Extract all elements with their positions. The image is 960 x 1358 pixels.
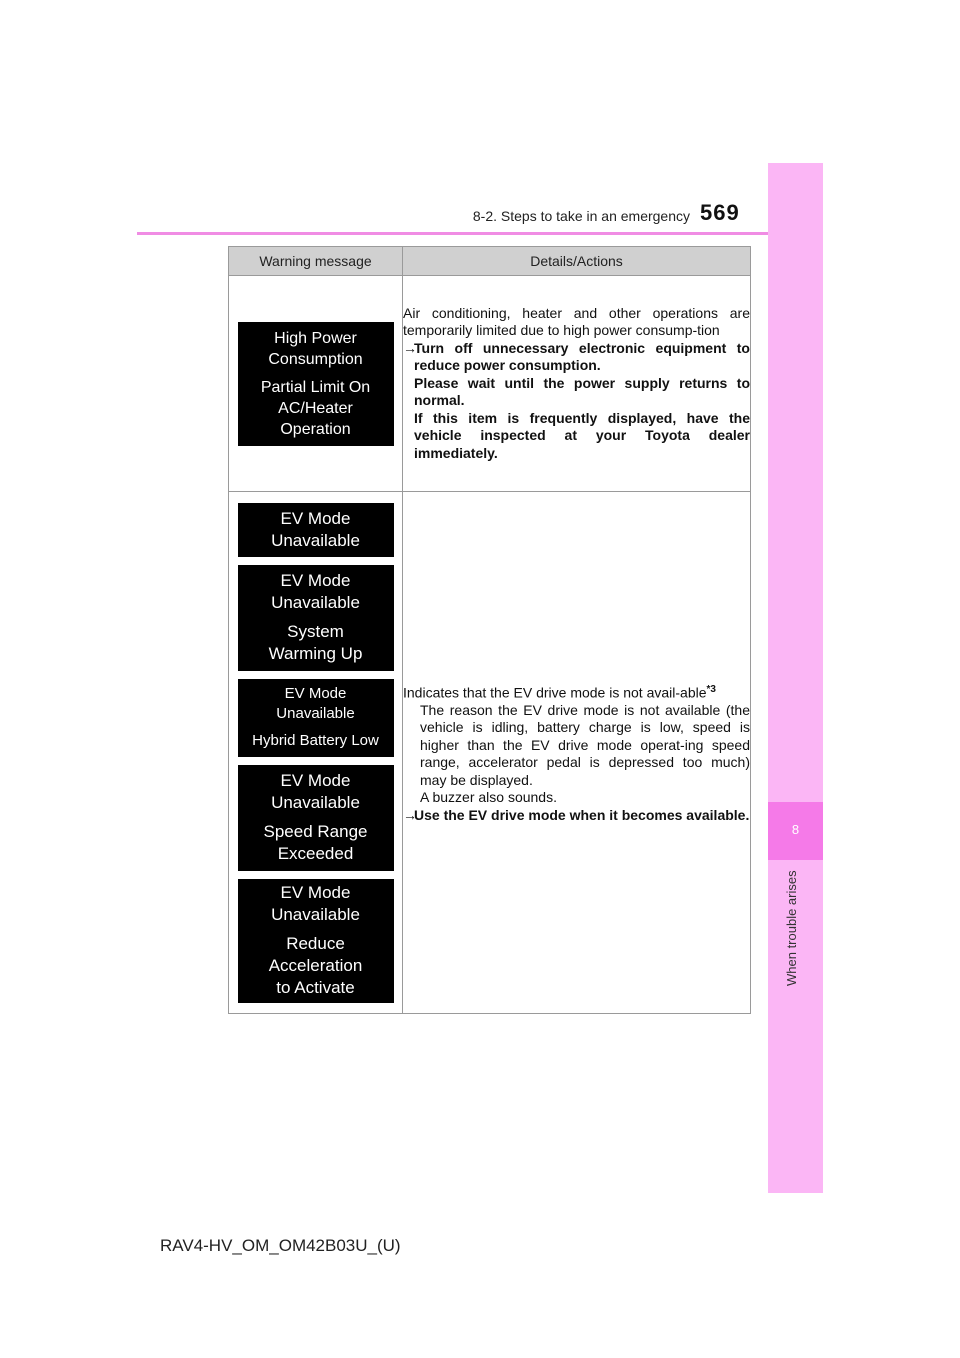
document-code: RAV4-HV_OM_OM42B03U_(U) — [160, 1236, 401, 1255]
column-header-warning-message: Warning message — [229, 247, 403, 276]
display-line: System — [287, 622, 344, 641]
high-power-consumption-display — [238, 322, 394, 446]
ev-mode-speed-range-exceeded-display — [238, 765, 394, 871]
arrow-icon: → — [403, 339, 417, 356]
action-text: Use the EV drive mode when it becomes available. — [414, 806, 750, 823]
action-text: Turn off unnecessary electronic equipment to reduce power consumption. — [414, 339, 750, 374]
display-line: EV Mode — [284, 685, 347, 702]
page-number: 569 — [700, 200, 740, 225]
details-actions-cell — [403, 276, 751, 492]
display-line: Warming Up — [268, 644, 363, 663]
display-line: Unavailable — [271, 793, 360, 812]
table-header-row — [229, 247, 751, 276]
ev-mode-hybrid-battery-low-display — [238, 679, 394, 757]
ev-mode-reduce-acceleration-display — [238, 879, 394, 1003]
chapter-label: When trouble arises — [784, 870, 799, 986]
chapter-number: 8 — [791, 822, 800, 837]
display-line: Reduce — [286, 934, 345, 953]
display-line: Acceleration — [268, 956, 363, 975]
table-row — [229, 492, 751, 1014]
display-line: Consumption — [268, 350, 363, 368]
display-line: Exceeded — [277, 844, 354, 863]
details-intro: Indicates that the EV drive mode is not avail-able — [403, 684, 707, 701]
display-line: Unavailable — [271, 905, 360, 924]
display-line: High Power — [274, 329, 357, 347]
display-line: Speed Range — [263, 822, 368, 841]
header-rule — [137, 232, 822, 235]
display-line: EV Mode — [280, 883, 351, 902]
action-text: Please wait until the power supply returns to normal. — [414, 374, 750, 409]
display-line: Partial Limit On — [260, 378, 371, 396]
buzzer-text: A buzzer also sounds. — [420, 789, 557, 806]
display-line: Hybrid Battery Low — [252, 732, 379, 749]
display-line: Operation — [280, 420, 351, 438]
warning-message-cell — [229, 276, 403, 492]
display-line: Unavailable — [271, 593, 360, 612]
display-line: Unavailable — [276, 705, 355, 722]
warning-message-cell — [229, 492, 403, 1014]
details-intro: Air conditioning, heater and other operations are temporarily limited due to high power consump-tion — [403, 304, 750, 339]
table-row — [229, 276, 751, 492]
ev-mode-system-warming-up-display — [238, 565, 394, 671]
column-header-details-actions: Details/Actions — [403, 247, 751, 276]
display-line: Unavailable — [271, 530, 360, 550]
warning-message-table — [228, 246, 751, 1014]
display-line: AC/Heater — [278, 399, 353, 417]
display-line: EV Mode — [280, 571, 351, 590]
arrow-icon: → — [403, 806, 417, 823]
action-text: If this item is frequently displayed, have the vehicle inspected at your Toyota dealer immediately. — [414, 409, 750, 461]
display-line: to Activate — [276, 978, 355, 997]
section-title: 8-2. Steps to take in an emergency — [472, 208, 690, 224]
display-line: EV Mode — [280, 771, 351, 790]
display-line: EV Mode — [280, 508, 351, 528]
footnote-marker: *3 — [706, 683, 716, 695]
reason-text: The reason the EV drive mode is not available (the vehicle is idling, battery charge is low, speed is higher than the EV drive mode operat-ing speed range, accelerator pedal is depressed too much) may be displayed. — [420, 701, 750, 788]
details-actions-cell — [403, 492, 751, 1014]
ev-mode-unavailable-display — [238, 503, 394, 557]
chapter-side-tab — [768, 163, 823, 1193]
